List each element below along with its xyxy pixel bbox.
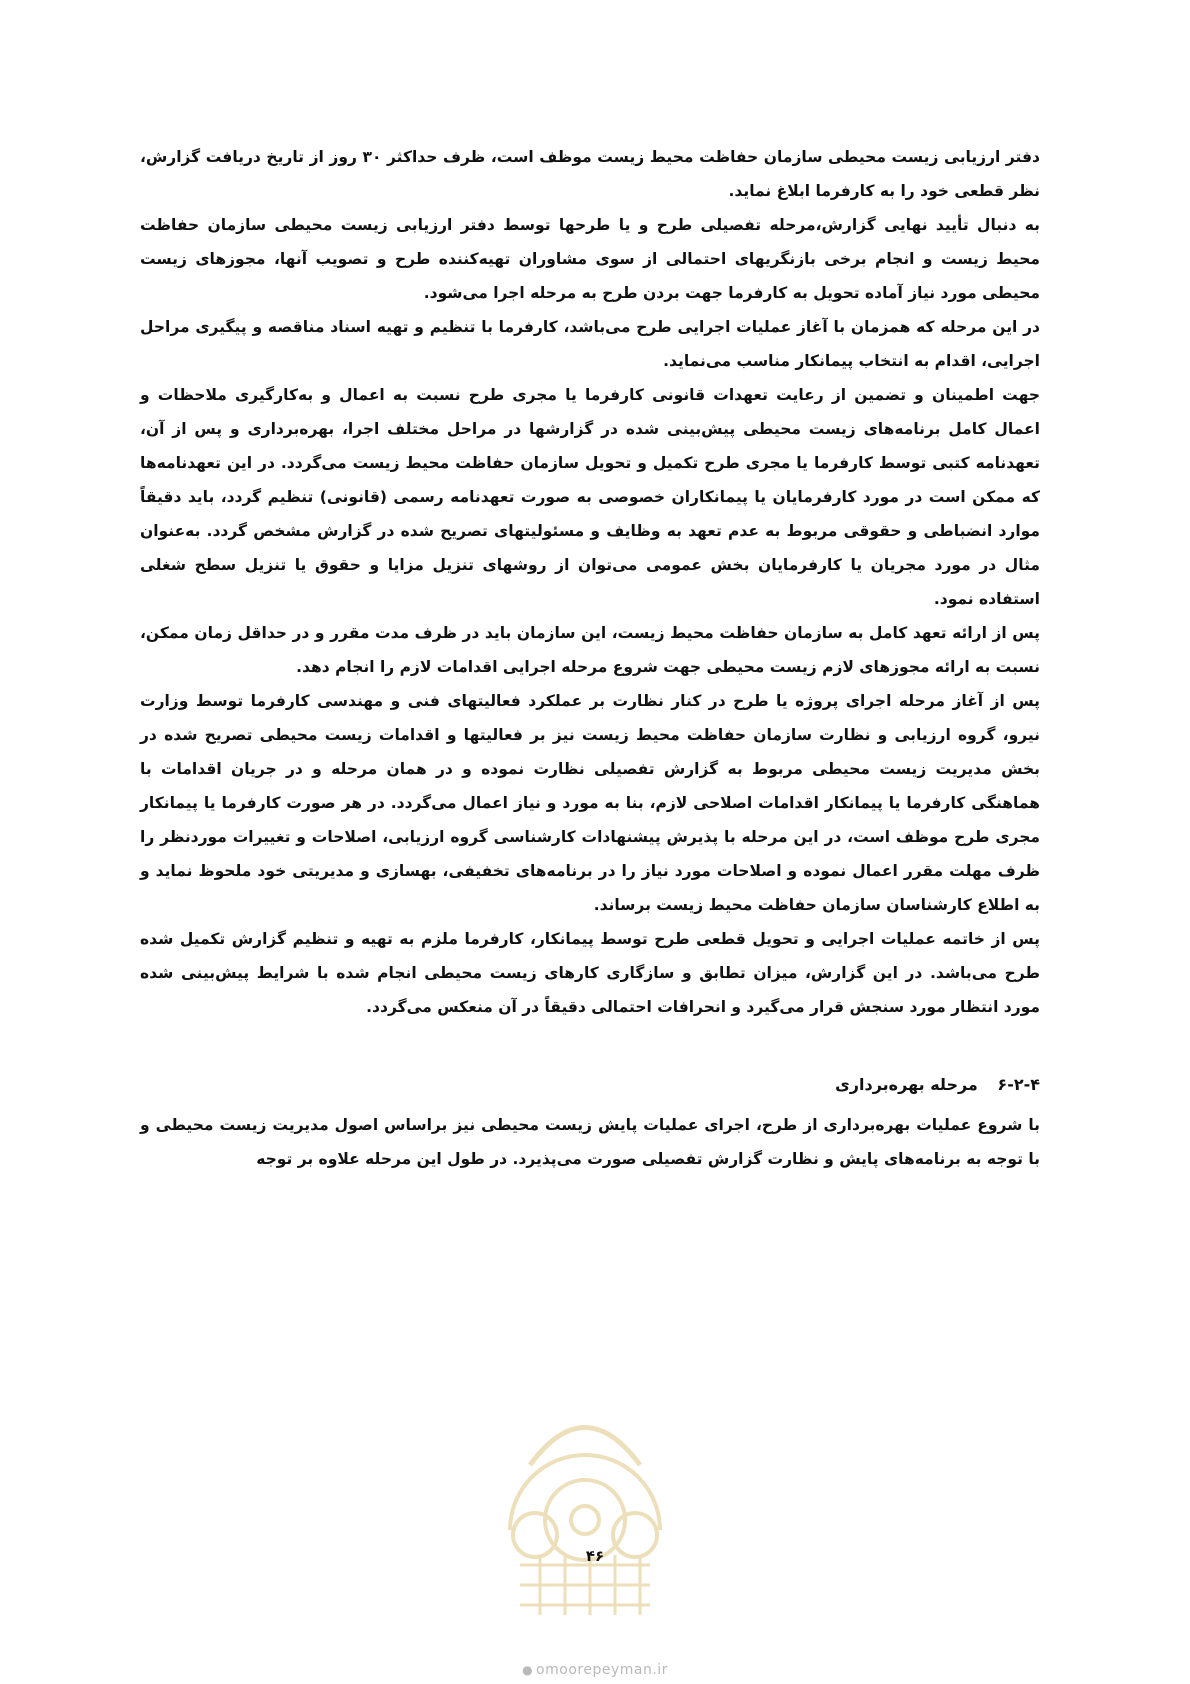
paragraph-3: در این مرحله که همزمان با آغاز عملیات اجرایی طرح می‌باشد، کارفرما با تنظیم و تهیه اسناد مناقصه و پیگیری مراحل اجرایی، اقدام به انتخاب پیمانکار مناسب می‌نماید. — [140, 318, 1040, 370]
section-paragraph: با شروع عملیات بهره‌برداری از طرح، اجرای عملیات پایش زیست محیطی نیز براساس اصول مدیریت زیست محیطی و با توجه به برنامه‌های پایش و نظارت گزارش تفصیلی صورت می‌پذیرد. در طول این مرحله علاوه بر توجه — [140, 1116, 1040, 1168]
document-body — [140, 140, 1040, 1176]
paragraph-2: به دنبال تأیید نهایی گزارش،مرحله تفصیلی طرح و یا طرحها توسط دفتر ارزیابی زیست محیطی سازمان حفاظت محیط زیست و انجام برخی بازنگریهای احتمالی از سوی مشاوران تهیه‌کننده طرح و تصویب آنها، مجوزهای زیست محیطی مورد نیاز آماده تحویل به کارفرما جهت بردن طرح به مرحله اجرا می‌شود. — [140, 216, 1040, 302]
paragraph-5: پس از ارائه تعهد کامل به سازمان حفاظت محیط زیست، این سازمان باید در ظرف مدت مقرر و در حداقل زمان ممکن، نسبت به ارائه مجوزهای لازم زیست محیطی جهت شروع مرحله اجرایی اقدامات لازم را انجام دهد. — [140, 624, 1040, 676]
paragraph-4: جهت اطمینان و تضمین از رعایت تعهدات قانونی کارفرما یا مجری طرح نسبت به اعمال و به‌کارگیری ملاحظات و اعمال کامل برنامه‌های زیست محیطی پیش‌بینی شده در گزارشها در مراحل مختلف اجرا، بهره‌برداری و پس از آن، تعهدنامه کتبی توسط کارفرما یا مجری طرح تکمیل و تحویل سازمان حفاظت محیط زیست می‌گردد. در این تعهدنامه‌ها که ممکن است در مورد کارفرمایان یا پیمانکاران خصوصی به صورت تعهدنامه رسمی (قانونی) تنظیم گردد، باید دقیقاً موارد انضباطی و حقوقی مربوط به عدم تعهد به وظایف و مسئولیتهای تصریح شده در گزارش مشخص گردد. به‌عنوان مثال در مورد مجریان یا کارفرمایان بخش عمومی می‌توان از روشهای تنزیل مزایا و حقوق یا تنزیل سطح شغلی استفاده نمود. — [140, 386, 1040, 608]
page-number: ۴۶ — [585, 1547, 605, 1565]
section-number: ۶-۲-۴ — [997, 1075, 1040, 1094]
globe-icon: ● — [522, 1663, 534, 1677]
section-heading — [140, 1068, 1040, 1102]
footer-site-text: omoorepeyman.ir — [536, 1662, 668, 1678]
watermark-logo-icon — [480, 1370, 690, 1620]
paragraph-6: پس از آغاز مرحله اجرای پروژه یا طرح در کنار نظارت بر عملکرد فعالیتهای فنی و مهندسی کارفرما توسط وزارت نیرو، گروه ارزیابی و نظارت سازمان حفاظت محیط زیست نیز بر فعالیتها و اقدامات زیست محیطی تصریح شده در بخش مدیریت زیست محیطی مربوط به گزارش تفصیلی نظارت نموده و در همان مرحله و در جریان اقدامات با هماهنگی کارفرما یا پیمانکار اقدامات اصلاحی لازم، بنا به مورد و نیاز اعمال می‌گردد. در هر صورت کارفرما یا پیمانکار مجری طرح موظف است، در این مرحله با پذیرش پیشنهادات کارشناسی گروه ارزیابی، اصلاحات و تغییرات موردنظر را ظرف مهلت مقرر اعمال نموده و اصلاحات مورد نیاز را در برنامه‌های تخفیفی، بهسازی و مدیریتی خود ملحوظ نماید و به اطلاع کارشناسان سازمان حفاظت محیط زیست برساند. — [140, 692, 1040, 914]
section-title: مرحله بهره‌برداری — [835, 1075, 978, 1094]
site-footer — [0, 1662, 1190, 1678]
paragraph-7: پس از خاتمه عملیات اجرایی و تحویل قطعی طرح توسط پیمانکار، کارفرما ملزم به تهیه و تنظیم گزارش تکمیل شده طرح می‌باشد. در این گزارش، میزان تطابق و سازگاری کارهای زیست محیطی انجام شده با شرایط پیش‌بینی شده مورد انتظار مورد سنجش قرار می‌گیرد و انحرافات احتمالی دقیقاً در آن منعکس می‌گردد. — [140, 930, 1040, 1016]
paragraph-1: دفتر ارزیابی زیست محیطی سازمان حفاظت محیط زیست موظف است، ظرف حداکثر ۳۰ روز از تاریخ دریافت گزارش، نظر قطعی خود را به کارفرما ابلاغ نماید. — [140, 148, 1040, 200]
